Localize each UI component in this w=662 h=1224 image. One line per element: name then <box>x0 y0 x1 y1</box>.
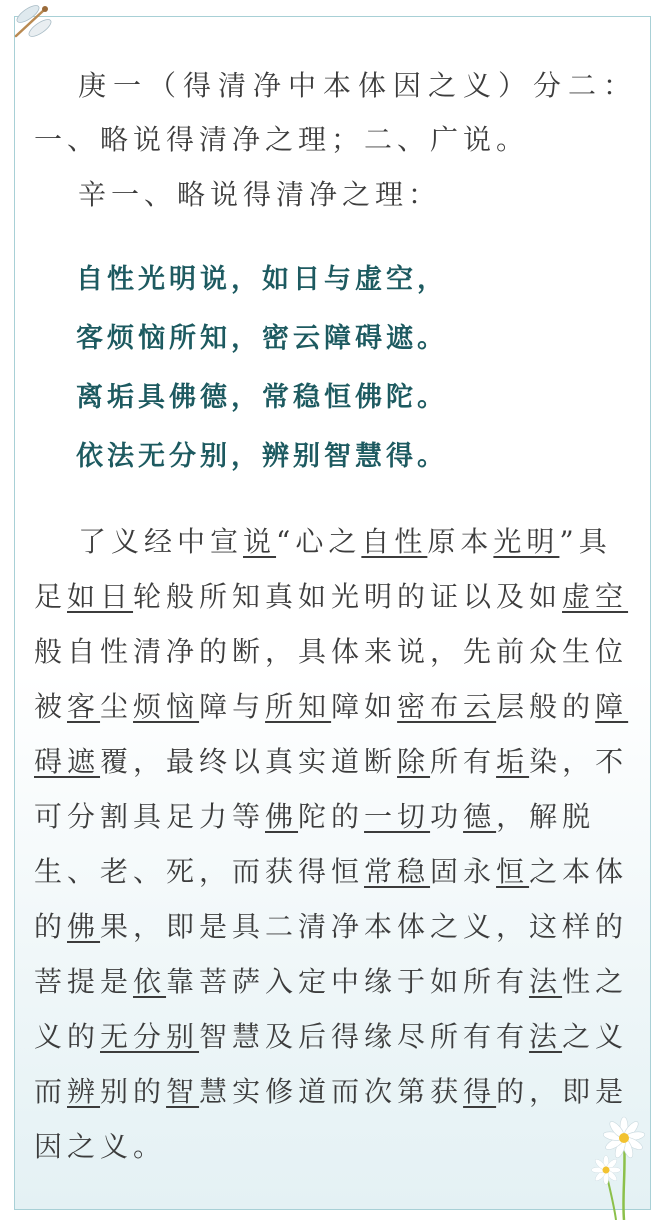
text-run: 可分割具足力等 <box>34 800 266 833</box>
underlined-term: 光明 <box>493 525 560 558</box>
underlined-term: 说 <box>243 525 277 558</box>
text-run: 层般的 <box>496 690 596 723</box>
text-run: 菩提是 <box>34 965 134 998</box>
underlined-term: 德 <box>463 800 497 833</box>
text-run: 智慧及后得缘尽所有有 <box>199 1020 530 1053</box>
text-run: 性之 <box>562 965 629 998</box>
underlined-term: 所知 <box>265 690 332 723</box>
section-outline-line: 一、略说得清净之理；二、广说。 <box>34 123 530 156</box>
underlined-term: 得 <box>463 1075 497 1108</box>
text-run: 障如 <box>331 690 398 723</box>
text-run: 之义 <box>562 1020 629 1053</box>
text-run: 而 <box>34 1075 68 1108</box>
text-run: 足 <box>34 580 68 613</box>
text-run: 了义经中宣 <box>78 525 244 558</box>
text-run: ，解脱 <box>496 800 596 833</box>
section-heading-line: 庚一（得清净中本体因之义）分二： <box>78 69 639 102</box>
underlined-term: 烦恼 <box>133 690 200 723</box>
commentary-line <box>34 797 634 837</box>
text-run: 固永 <box>430 855 497 888</box>
underlined-term: 依 <box>133 965 167 998</box>
text-run: 别的 <box>100 1075 167 1108</box>
commentary-line <box>34 742 634 782</box>
underlined-term: 辨 <box>67 1075 101 1108</box>
verse-line: 自性光明说，如日与虚空， <box>76 264 448 295</box>
underlined-term: 如日 <box>67 580 134 613</box>
subsection-heading-line: 辛一、略说得清净之理： <box>78 178 442 211</box>
text-run: 慧实修道而次第获 <box>199 1075 464 1108</box>
underlined-term: 一切 <box>364 800 431 833</box>
commentary-line <box>34 907 634 947</box>
commentary-line <box>34 962 634 1002</box>
underlined-term: 虚空 <box>562 580 629 613</box>
underlined-term: 法 <box>529 965 563 998</box>
underlined-term: 法 <box>529 1020 563 1053</box>
underlined-term: 碍遮 <box>34 745 101 778</box>
text-run: 障与 <box>199 690 266 723</box>
commentary-line <box>78 522 662 562</box>
underlined-term: 恒 <box>496 855 530 888</box>
text-run: 的，即是 <box>496 1075 629 1108</box>
commentary-line <box>34 632 634 672</box>
underlined-term: 智 <box>166 1075 200 1108</box>
commentary-line <box>34 687 634 727</box>
commentary-line <box>34 1127 634 1167</box>
verse-line: 离垢具佛德，常稳恒佛陀。 <box>76 382 448 413</box>
text-run: 覆，最终以真实道断 <box>100 745 398 778</box>
underlined-term: 客 <box>67 690 101 723</box>
text-run: 染，不 <box>529 745 629 778</box>
commentary-line <box>34 577 634 617</box>
text-run: “心之 <box>276 525 362 558</box>
text-run: 原本 <box>427 525 494 558</box>
commentary-line <box>34 1017 634 1057</box>
text-run: ”具 <box>559 525 612 558</box>
text-run: 功 <box>430 800 464 833</box>
text-run: 被 <box>34 690 68 723</box>
commentary-line <box>34 852 634 892</box>
text-run: 般自性清净的断，具体来说，先前众生位 <box>34 635 629 668</box>
text-run: 陀的 <box>298 800 365 833</box>
verse-line: 客烦恼所知，密云障碍遮。 <box>76 323 448 354</box>
underlined-term: 佛 <box>67 910 101 943</box>
text-run: 果，即是具二清净本体之义，这样的 <box>100 910 629 943</box>
underlined-term: 障 <box>595 690 629 723</box>
underlined-term: 垢 <box>496 745 530 778</box>
text-run: 生、老、死，而获得恒 <box>34 855 365 888</box>
text-run: 轮般所知真如光明的证以及如 <box>133 580 563 613</box>
text-run: 之本体 <box>529 855 629 888</box>
verse-line: 依法无分别，辨别智慧得。 <box>76 441 448 472</box>
text-run: 尘 <box>100 690 134 723</box>
text-run: 的 <box>34 910 68 943</box>
text-run: 靠菩萨入定中缘于如所有 <box>166 965 530 998</box>
text-run: 所有 <box>430 745 497 778</box>
underlined-term: 自性 <box>361 525 428 558</box>
underlined-term: 无分别 <box>100 1020 200 1053</box>
underlined-term: 常稳 <box>364 855 431 888</box>
text-run: 义的 <box>34 1020 101 1053</box>
text-run: 因之义。 <box>34 1130 167 1163</box>
underlined-term: 佛 <box>265 800 299 833</box>
dragonfly-icon <box>8 2 56 42</box>
underlined-term: 除 <box>397 745 431 778</box>
commentary-line <box>34 1072 634 1112</box>
underlined-term: 密布云 <box>397 690 497 723</box>
